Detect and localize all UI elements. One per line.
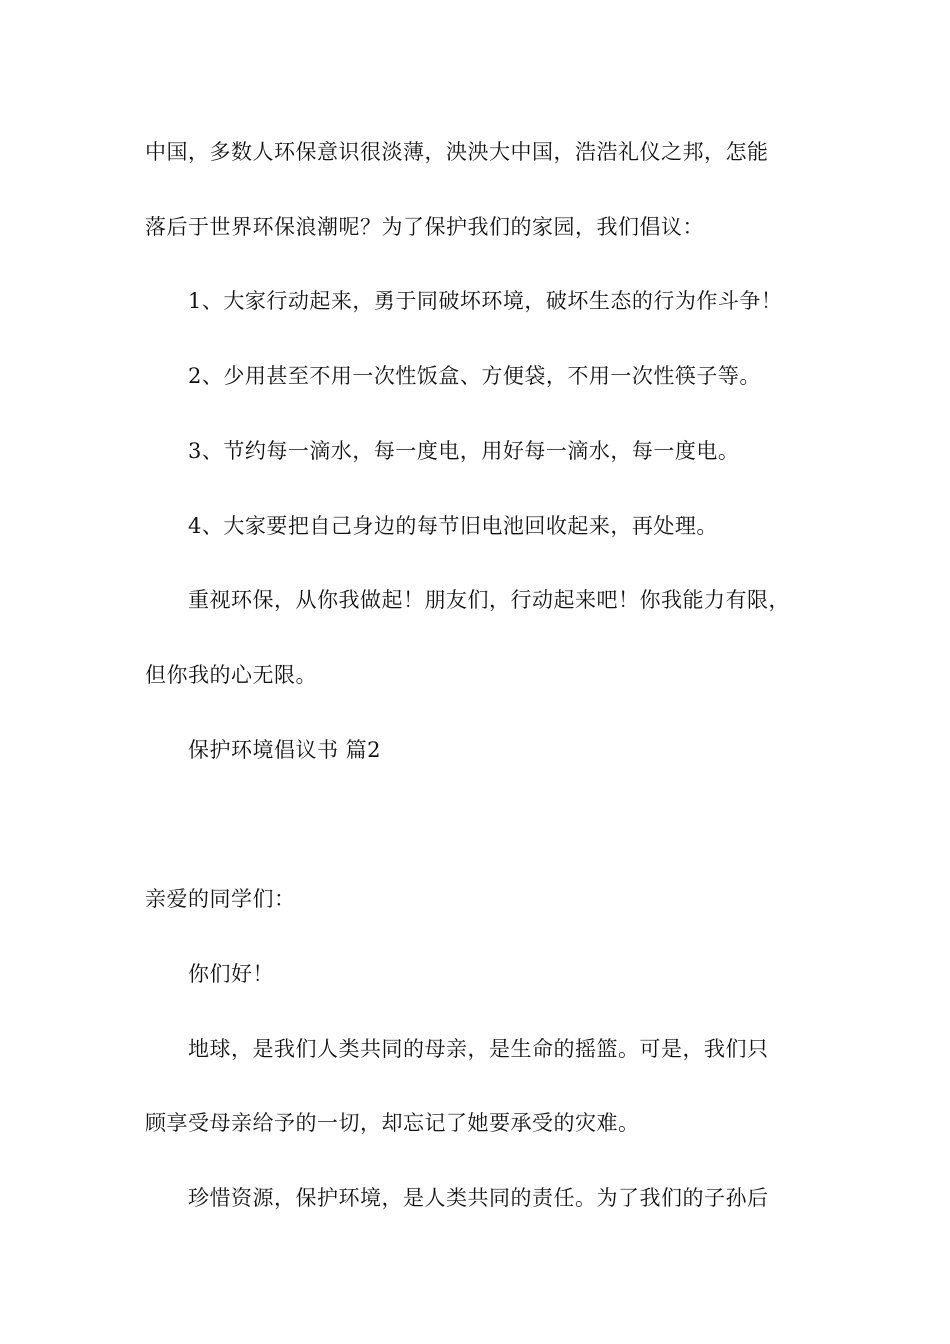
paragraph-line: 但你我的心无限。 xyxy=(145,663,317,687)
salutation: 亲爱的同学们： xyxy=(145,887,296,911)
list-item: 3、节约每一滴水，每一度电，用好每一滴水，每一度电。 xyxy=(188,439,740,463)
paragraph-line: 落后于世界环保浪潮呢？为了保护我们的家园，我们倡议： xyxy=(145,215,704,239)
greeting: 你们好！ xyxy=(188,962,274,986)
paragraph-line: 珍惜资源，保护环境，是人类共同的责任。为了我们的子孙后 xyxy=(188,1186,769,1210)
list-item: 4、大家要把自己身边的每节旧电池回收起来，再处理。 xyxy=(188,514,718,538)
paragraph-line: 顾享受母亲给予的一切，却忘记了她要承受的灾难。 xyxy=(145,1111,640,1135)
section-heading: 保护环境倡议书 篇2 xyxy=(188,738,382,762)
paragraph-line: 重视环保，从你我做起！朋友们，行动起来吧！你我能力有限， xyxy=(188,588,790,612)
paragraph-line: 地球，是我们人类共同的母亲，是生命的摇篮。可是，我们只 xyxy=(188,1037,769,1061)
list-item: 1、大家行动起来，勇于同破坏环境，破坏生态的行为作斗争！ xyxy=(188,289,783,313)
paragraph-line: 中国，多数人环保意识很淡薄，泱泱大中国，浩浩礼仪之邦，怎能 xyxy=(145,140,769,164)
list-item: 2、少用甚至不用一次性饭盒、方便袋，不用一次性筷子等。 xyxy=(188,364,761,388)
